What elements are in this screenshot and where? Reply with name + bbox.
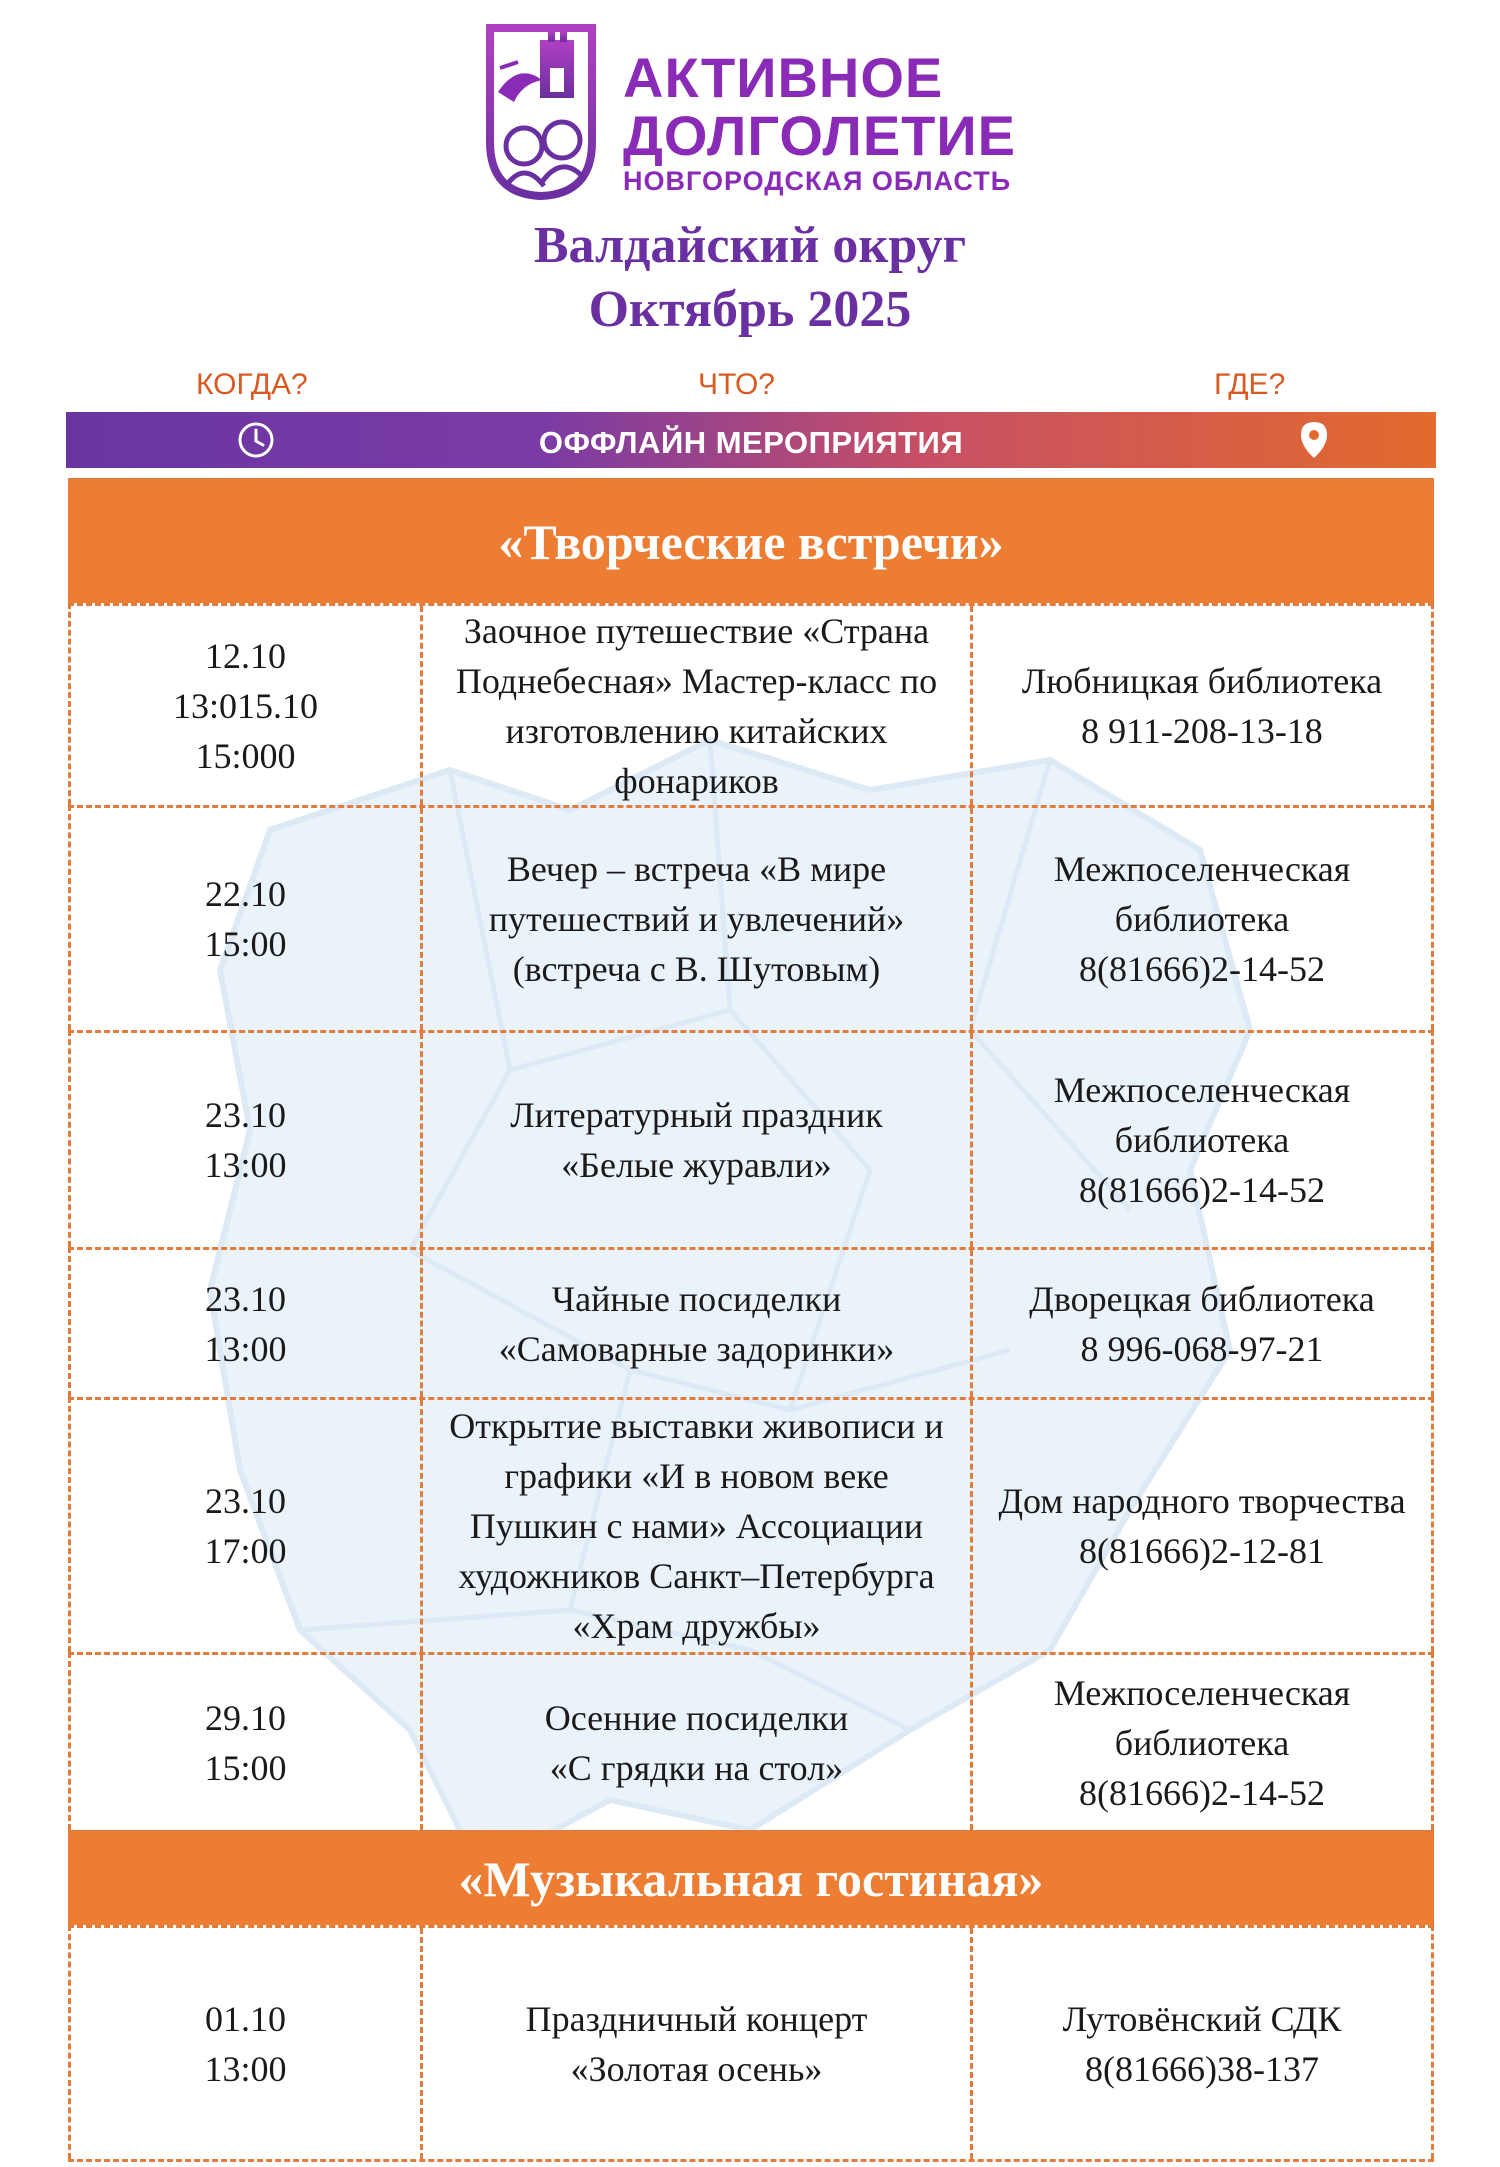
- section-header: «Творческие встречи»: [68, 478, 1434, 603]
- event-date-time: 23.10 13:00: [71, 1250, 423, 1397]
- logo-text-longevity: ДОЛГОЛЕТИЕ: [623, 104, 1016, 167]
- column-labels: [66, 368, 1436, 408]
- banner-label: ОФФЛАЙН МЕРОПРИЯТИЯ: [538, 425, 964, 460]
- logo: [478, 22, 1038, 202]
- event-location: Межпоселенческая библиотека 8(81666)2-14-52: [1053, 1672, 1351, 1813]
- event-location: Любницкая библиотека 8 911-208-13-18: [1021, 660, 1383, 751]
- event-date-time: 12.10 13:015.10 15:000: [71, 606, 423, 805]
- table-row: [68, 1397, 1434, 1652]
- event-location: Дом народного творчества 8(81666)2-12-81: [998, 1481, 1406, 1571]
- event-title: Вечер – встреча «В мире путешествий и увлечений» (встреча с В. Шутовым): [423, 808, 973, 1030]
- table-row: [68, 1247, 1434, 1397]
- offline-events-banner: [66, 412, 1436, 468]
- event-location: Межпоселенческая библиотека 8(81666)2-14-52: [1053, 849, 1351, 989]
- event-date-time: 01.10 13:00: [71, 1928, 423, 2159]
- event-title: Праздничный концерт «Золотая осень»: [423, 1928, 973, 2159]
- event-date-time: 22.10 15:00: [71, 808, 423, 1030]
- logo-text-region: НОВГОРОДСКАЯ ОБЛАСТЬ: [623, 166, 1012, 196]
- table-row: [68, 1925, 1434, 2159]
- logo-text-active: АКТИВНОЕ: [623, 46, 944, 109]
- event-date-time: 23.10 13:00: [71, 1033, 423, 1247]
- event-title: Чайные посиделки «Самоварные задоринки»: [423, 1250, 973, 1397]
- event-title: Литературный праздник «Белые журавли»: [423, 1033, 973, 1247]
- event-title: Осенние посиделки «С грядки на стол»: [423, 1655, 973, 1830]
- table-row: [68, 603, 1434, 805]
- event-title: Заочное путешествие «Страна Поднебесная» Мастер-класс по изготовлению китайских фонариков: [423, 606, 973, 805]
- column-label-what: ЧТО?: [698, 368, 775, 401]
- event-location: Лутовёнский СДК 8(81666)38-137: [1062, 1998, 1342, 2089]
- table-bottom-border: [68, 2159, 1434, 2162]
- event-title: Открытие выставки живописи и графики «И в новом веке Пушкин с нами» Ассоциации художников Санкт–Петербурга «Храм дружбы»: [423, 1400, 973, 1652]
- column-label-where: ГДЕ?: [1214, 368, 1286, 401]
- event-date-time: 23.10 17:00: [71, 1400, 423, 1652]
- event-date-time: 29.10 15:00: [71, 1655, 423, 1830]
- event-location: Межпоселенческая библиотека 8(81666)2-14-52: [1053, 1070, 1351, 1210]
- month-title: Октябрь 2025: [588, 281, 912, 338]
- event-location: Дворецкая библиотека 8 996-068-97-21: [1029, 1278, 1375, 1369]
- active-longevity-emblem-icon: [478, 22, 604, 200]
- table-row: [68, 1652, 1434, 1830]
- location-pin-icon: [1298, 420, 1330, 460]
- table-row: [68, 805, 1434, 1030]
- events-table: [68, 478, 1434, 2162]
- column-label-when: КОГДА?: [196, 368, 308, 401]
- district-title: Валдайский округ: [533, 217, 967, 274]
- section-header: «Музыкальная гостиная»: [68, 1830, 1434, 1925]
- table-row: [68, 1030, 1434, 1247]
